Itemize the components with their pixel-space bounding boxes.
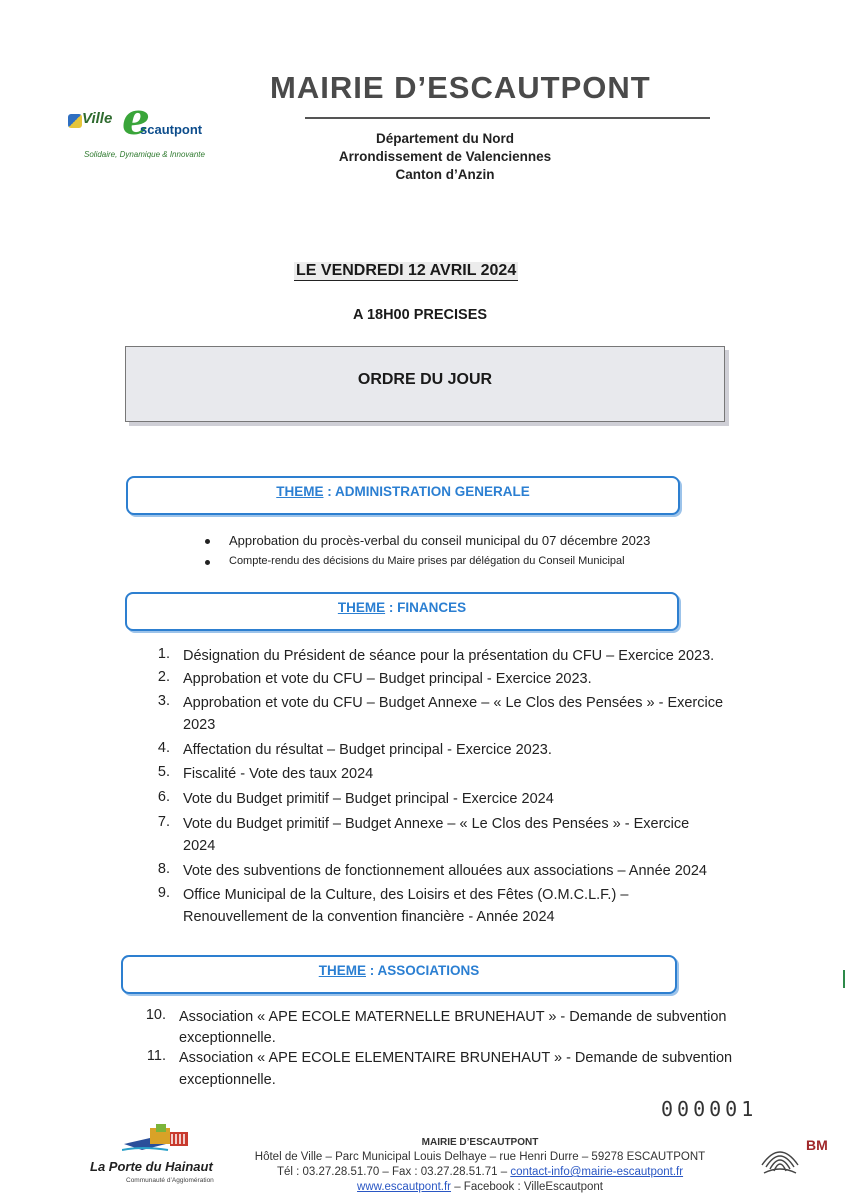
- item-number: 11.: [146, 1048, 166, 1064]
- logo-ville-text: Ville: [82, 110, 113, 127]
- bullet-icon: [205, 539, 210, 544]
- logo-tagline: Solidaire, Dynamique & Innovante: [84, 150, 205, 159]
- margin-mark: [843, 970, 845, 988]
- title-underline: [305, 117, 710, 119]
- ville-escautpont-logo: [62, 94, 205, 168]
- theme-prefix: THEME: [337, 600, 386, 615]
- footer-website-link[interactable]: www.escautpont.fr: [357, 1181, 452, 1193]
- footer-facebook: – Facebook : VilleEscautpont: [451, 1181, 603, 1193]
- list-item: [229, 555, 625, 567]
- footer-contact: [250, 1135, 710, 1195]
- arrondissement-line: Arrondissement de Valenciennes: [338, 149, 552, 164]
- item-number: 7.: [157, 814, 170, 830]
- administrative-lines: [330, 130, 560, 184]
- theme-separator: :: [323, 484, 335, 499]
- theme-label: [128, 484, 678, 499]
- agenda-item-text: Approbation et vote du CFU – Budget principal - Exercice 2023.: [183, 671, 592, 687]
- item-number: 10.: [145, 1007, 166, 1023]
- departement-line: Département du Nord: [375, 131, 514, 146]
- side-bm-mark: BM: [806, 1137, 828, 1153]
- agenda-item-text: Approbation et vote du CFU – Budget Annexe – « Le Clos des Pensées » - Exercice: [183, 695, 724, 711]
- hainaut-logo-name: La Porte du Hainaut: [90, 1159, 213, 1174]
- theme-name: ASSOCIATIONS: [377, 963, 480, 978]
- agenda-item-continuation: exceptionnelle.: [179, 1030, 276, 1046]
- list-item: [229, 533, 650, 548]
- la-porte-du-hainaut-logo: [90, 1122, 240, 1192]
- agenda-item-text: Office Municipal de la Culture, des Loisirs et des Fêtes (O.M.C.L.F.) –: [183, 887, 629, 903]
- page-title: MAIRIE D’ESCAUTPONT: [270, 70, 651, 105]
- item-number: 6.: [157, 789, 170, 805]
- agenda-item-text: Affectation du résultat – Budget principal - Exercice 2023.: [183, 742, 552, 758]
- theme-prefix: THEME: [318, 963, 366, 978]
- meeting-time: A 18H00 PRECISES: [353, 307, 488, 323]
- theme-box-associations: [121, 955, 677, 994]
- meeting-date: LE VENDREDI 12 AVRIL 2024: [296, 262, 517, 279]
- agenda-item-continuation: Renouvellement de la convention financière - Année 2024: [183, 909, 555, 925]
- theme-label: [127, 600, 677, 615]
- agenda-item-continuation: exceptionnelle.: [179, 1072, 276, 1088]
- footer-phone: Tél : 03.27.28.51.70 – Fax : 03.27.28.51.71 –: [276, 1166, 511, 1178]
- agenda-item-text: Vote des subventions de fonctionnement allouées aux associations – Année 2024: [183, 863, 707, 879]
- hainaut-graphic-icon: [122, 1122, 212, 1154]
- footer-email-link[interactable]: contact-info@mairie-escautpont.fr: [510, 1166, 684, 1178]
- agenda-item-text: Association « APE ECOLE MATERNELLE BRUNEHAUT » - Demande de subvention: [179, 1009, 727, 1025]
- item-number: 5.: [157, 764, 170, 780]
- agenda-item-text: Association « APE ECOLE ELEMENTAIRE BRUNEHAUT » - Demande de subvention: [179, 1050, 733, 1066]
- agenda-item-continuation: 2023: [183, 717, 216, 733]
- logo-e-letter: e: [122, 94, 150, 145]
- theme-prefix: THEME: [276, 484, 324, 499]
- theme-name: FINANCES: [397, 600, 467, 615]
- agenda-item-text: Désignation du Président de séance pour la présentation du CFU – Exercice 2023.: [183, 648, 715, 664]
- list-item-text: Approbation du procès-verbal du conseil municipal du 07 décembre 2023: [229, 533, 651, 548]
- crest-icon: [68, 114, 82, 128]
- agenda-item-text: Fiscalité - Vote des taux 2024: [183, 766, 374, 782]
- item-number: 2.: [157, 669, 170, 685]
- agenda-item-text: Vote du Budget primitif – Budget Annexe – « Le Clos des Pensées » - Exercice: [183, 816, 690, 832]
- canton-line: Canton d’Anzin: [395, 167, 495, 182]
- fingerprint-icon: [756, 1135, 804, 1183]
- hainaut-logo-sub: Communauté d’Agglomération: [126, 1177, 214, 1184]
- footer-web-line: [250, 1180, 710, 1195]
- theme-box-administration: [126, 476, 680, 515]
- theme-separator: :: [365, 963, 378, 978]
- item-number: 3.: [157, 693, 170, 709]
- footer-title: MAIRIE D’ESCAUTPONT: [421, 1137, 539, 1148]
- theme-separator: :: [385, 600, 398, 615]
- item-number: 4.: [157, 740, 170, 756]
- agenda-item-text: Vote du Budget primitif – Budget principal - Exercice 2024: [183, 791, 554, 807]
- page-stamp-number: 000001: [661, 1097, 758, 1121]
- theme-box-finances: [125, 592, 679, 631]
- agenda-item-continuation: 2024: [183, 838, 216, 854]
- item-number: 8.: [157, 861, 170, 877]
- theme-name: ADMINISTRATION GENERALE: [335, 484, 530, 499]
- footer-address: Hôtel de Ville – Parc Municipal Louis Delhaye – rue Henri Durre – 59278 ESCAUTPONT: [254, 1151, 706, 1163]
- list-item-text: Compte-rendu des décisions du Maire prises par délégation du Conseil Municipal: [229, 555, 625, 567]
- footer-phone-line: [250, 1165, 710, 1180]
- bullet-icon: [205, 560, 210, 565]
- theme-label: [123, 963, 675, 978]
- logo-scautpont-text: scautpont: [140, 122, 203, 137]
- ordre-du-jour-box: [125, 346, 725, 422]
- item-number: 1.: [157, 646, 170, 662]
- ordre-du-jour-title: ORDRE DU JOUR: [357, 371, 493, 388]
- item-number: 9.: [157, 885, 170, 901]
